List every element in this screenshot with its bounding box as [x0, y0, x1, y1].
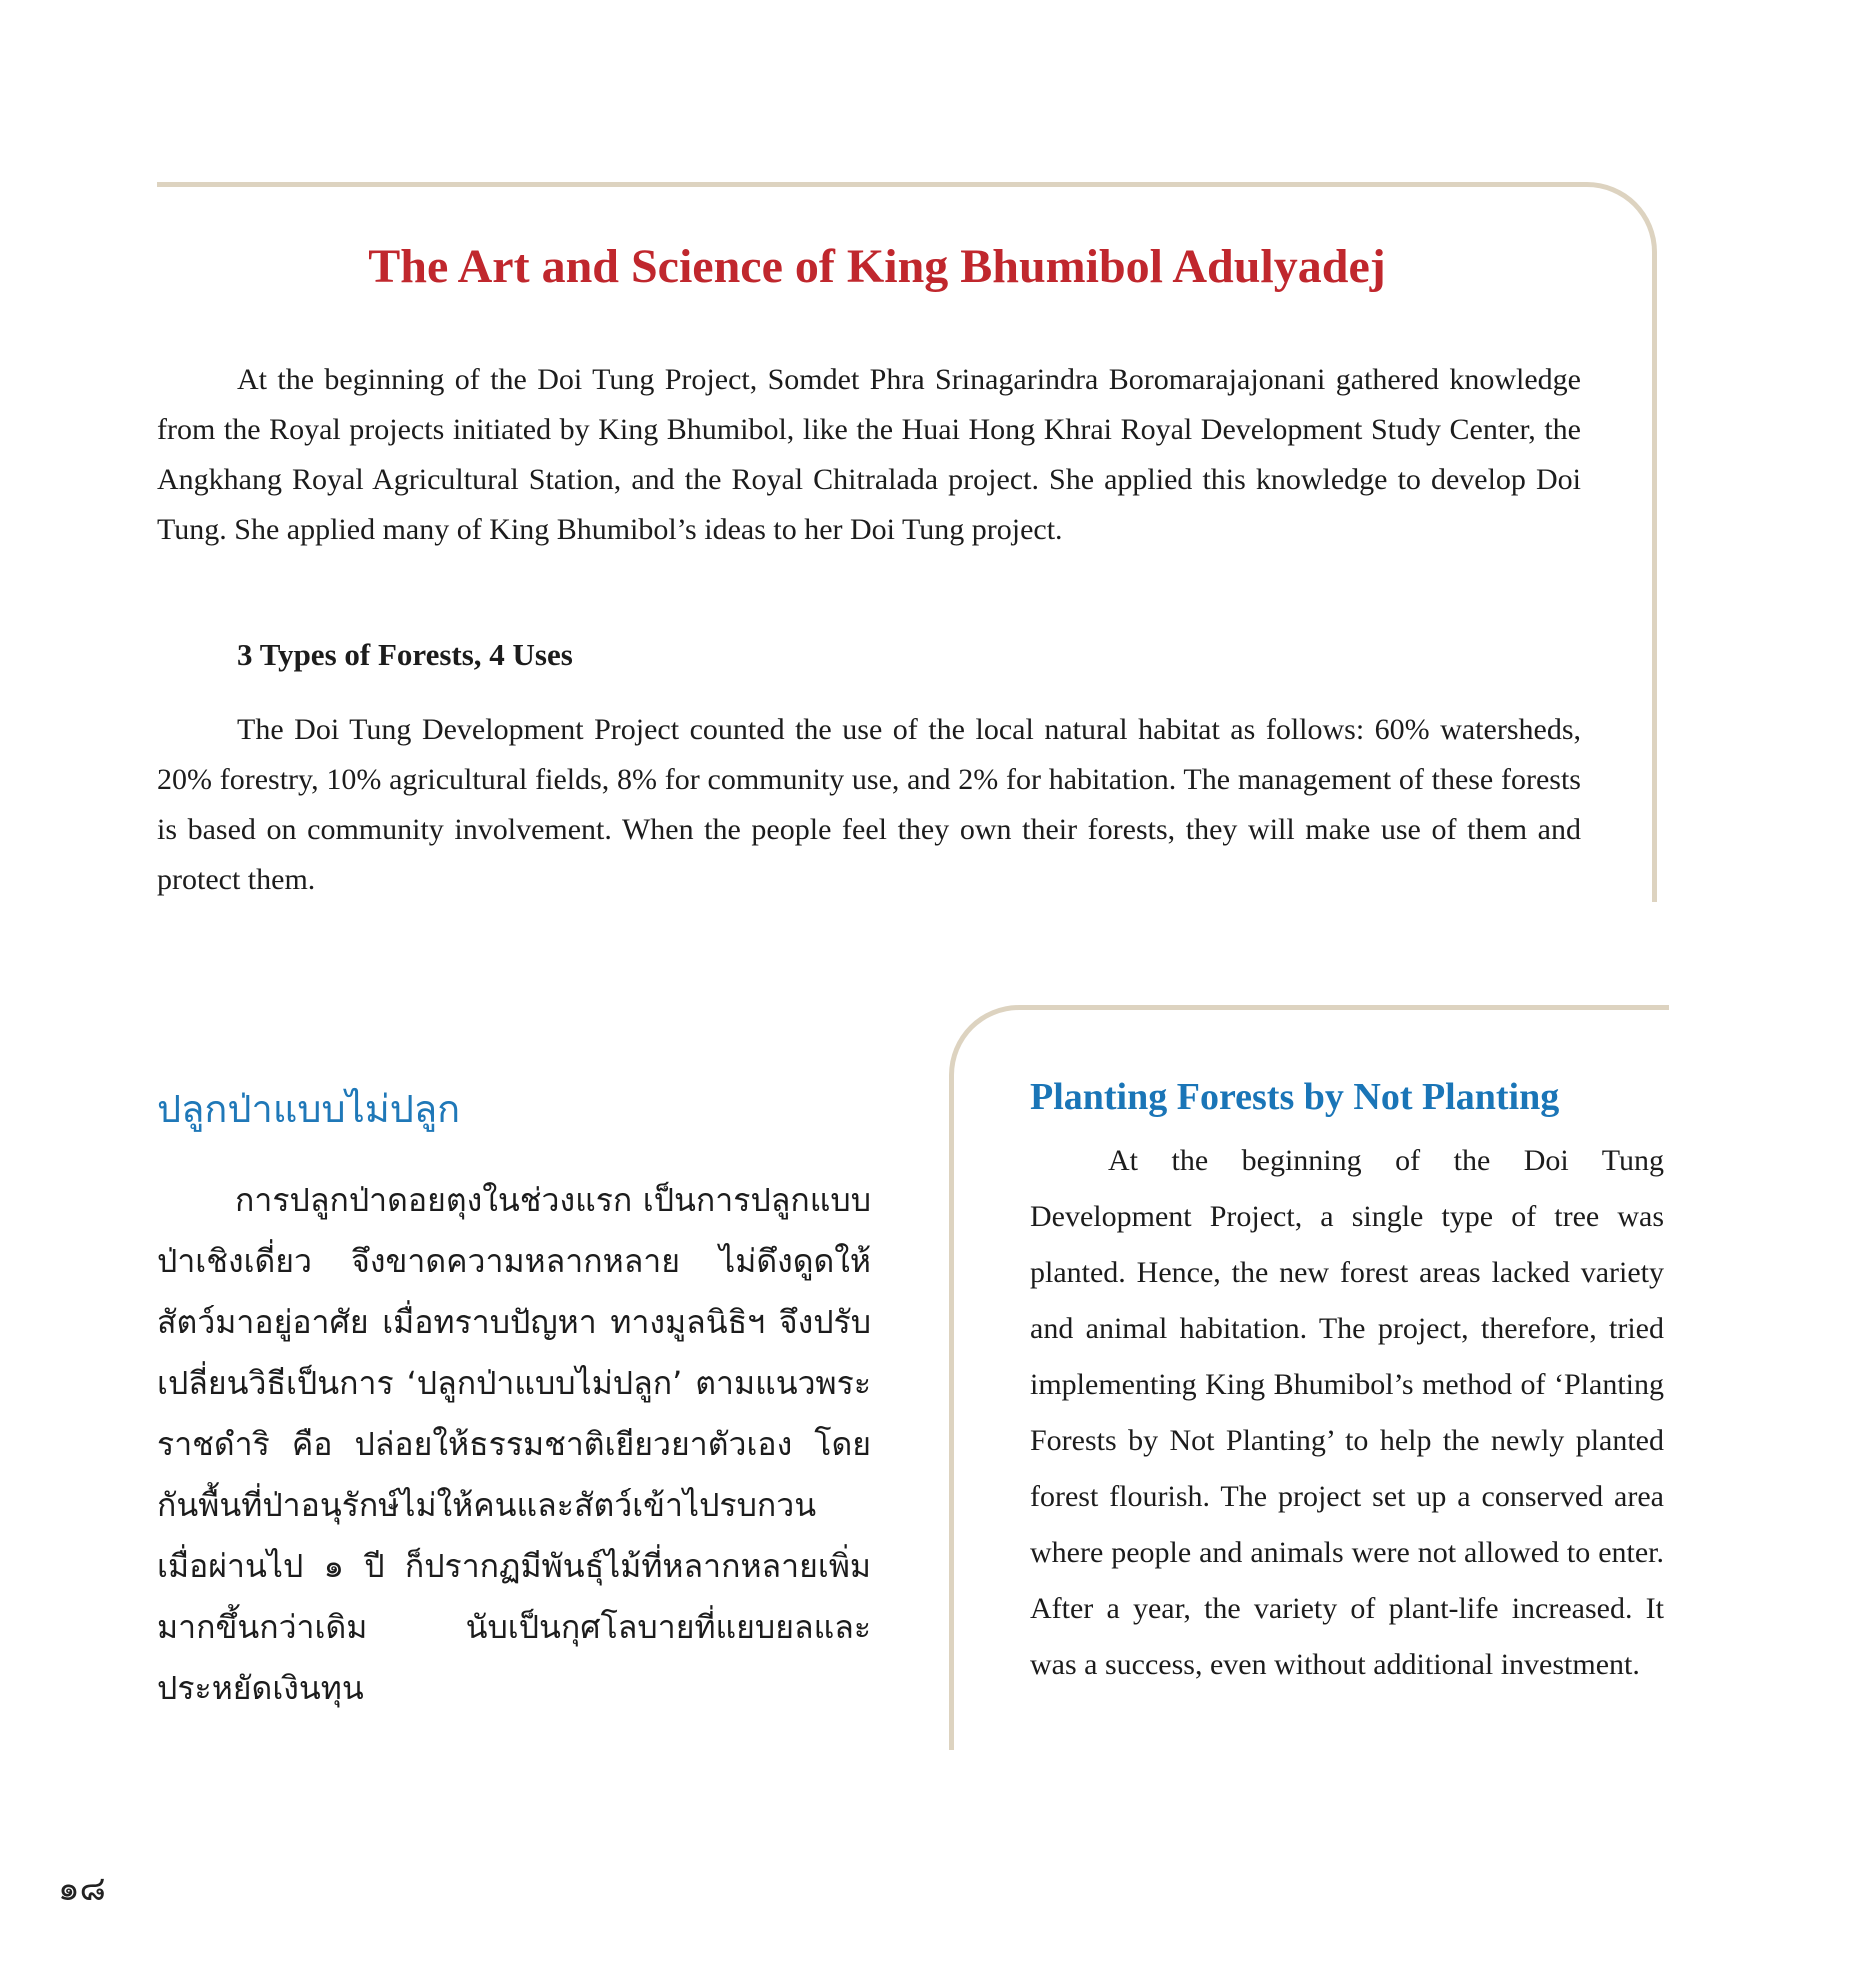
forest-uses-paragraph: The Doi Tung Development Project counted the use of the local natural habitat as follows: 60% watersheds, 20% forestry, 10% agricultural fields, 8% for community use, and 2% for habitation. The management of these forests is based on community involvement. When the people feel they own their forests, they will make use of them and protect them. — [157, 713, 1581, 896]
english-section-paragraph: At the beginning of the Doi Tung Development Project, a single type of tree was planted. Hence, the new forest areas lacked variety and animal habitation. The project, therefore, tried implementing King Bhumibol’s method of ‘Planting Forests by Not Planting’ to help the newly planted forest flourish. The project set up a conserved area where people and animals were not allowed to enter. After a year, the variety of plant-life increased. It was a success, even without additional investment. — [1030, 1144, 1664, 1681]
thai-section-paragraph: การปลูกป่าดอยตุงในช่วงแรก เป็นการปลูกแบบป่าเชิงเดี่ยว จึงขาดความหลากหลาย ไม่ดึงดูดให้สัตว์มาอยู่อาศัย เมื่อทราบปัญหา ทางมูลนิธิฯ จึงปรับเปลี่ยนวิธีเป็นการ ‘ปลูกป่าแบบไม่ปลูก’ ตามแนวพระราชดำริ คือ ปล่อยให้ธรรมชาติเยียวยาตัวเอง โดยกันพื้นที่ป่าอนุรักษ์ไม่ให้คนและสัตว์เข้าไปรบกวน เมื่อผ่านไป ๑ ปี ก็ปรากฏมีพันธุ์ไม้ที่หลากหลายเพิ่มมากขึ้นกว่าเดิม นับเป็นกุศโลบายที่แยบยลและประหยัดเงินทุน — [157, 1181, 871, 1707]
intro-paragraph: At the beginning of the Doi Tung Project, Somdet Phra Srinagarindra Boromarajajonani gathered knowledge from the Royal projects initiated by King Bhumibol, like the Huai Hong Khrai Royal Development Study Center, the Angkhang Royal Agricultural Station, and the Royal Chitralada project. She applied this knowledge to develop Doi Tung. She applied many of King Bhumibol’s ideas to her Doi Tung project. — [157, 363, 1581, 546]
thai-section-title: ปลูกป่าแบบไม่ปลูก — [157, 1087, 461, 1131]
english-section-title: Planting Forests by Not Planting — [1030, 1076, 1560, 1118]
page-number: ๑๘ — [58, 1869, 106, 1909]
page-title: The Art and Science of King Bhumibol Adulyadej — [368, 240, 1386, 293]
section-subheading: 3 Types of Forests, 4 Uses — [237, 637, 573, 672]
